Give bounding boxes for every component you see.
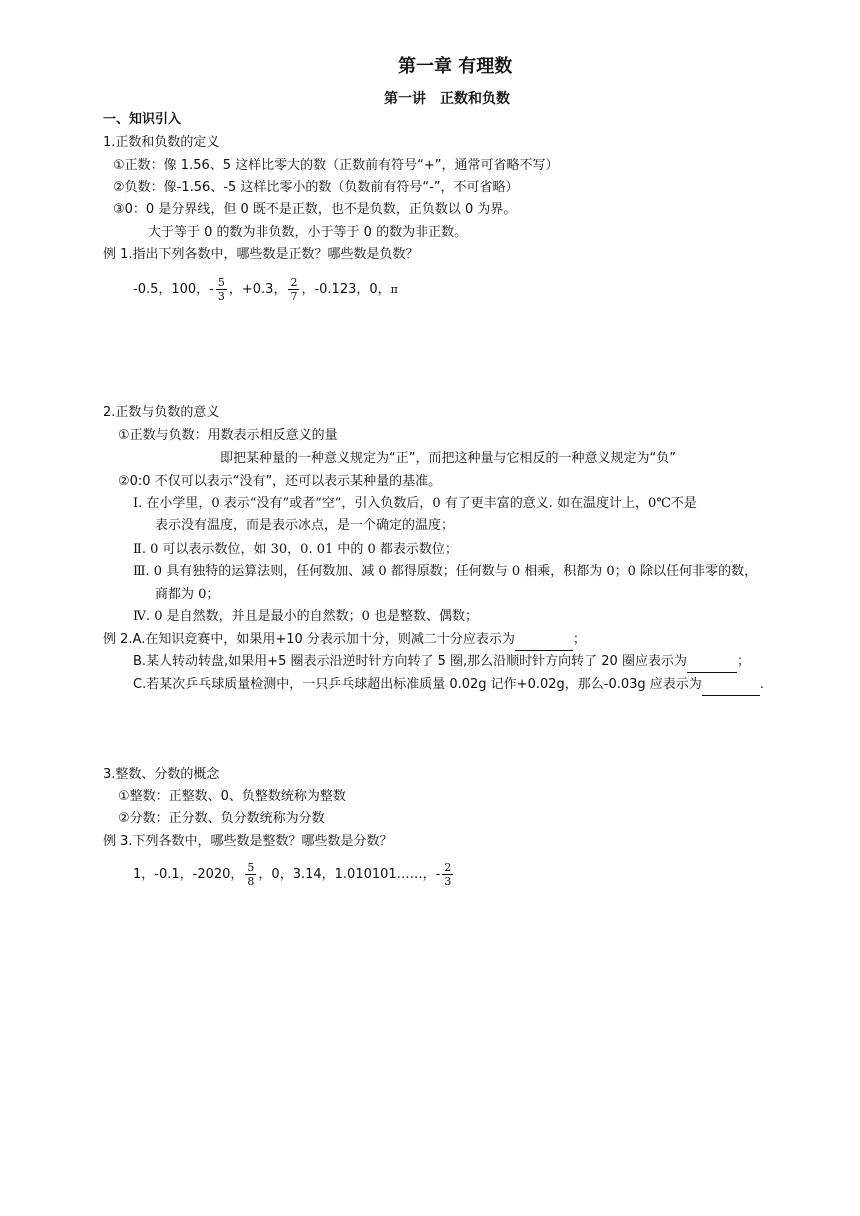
example-3-prompt: 例 3.下列各数中，哪些数是整数？哪些数是分数？ [103,834,393,849]
example-2a: 例 2.A.在知识竞赛中，如果用+10 分表示加十分，则减二十分应表示为 ； [103,630,586,651]
zero-item-3: Ⅲ. 0 具有独特的运算法则，任何数加、减 0 都得原数；任何数与 0 相乘，积都为 0；0 除以任何非零的数， [133,564,758,579]
answer-blank[interactable] [687,652,737,673]
example-1-number-list [133,271,398,309]
answer-blank[interactable] [515,630,573,651]
number-list-part: ，-0.123，0， [301,282,391,297]
number-list-part: ，+0.3， [228,282,287,297]
definition-fraction: ②分数：正分数、负分数统称为分数 [118,811,325,826]
fraction-five-eighths: $\frac{5}{8}$ [247,861,255,888]
chapter-title: 第一章 有理数 [398,56,513,77]
pi-symbol: π [390,283,398,296]
definition-negative: ②负数：像-1.56、-5 这样比零小的数（负数前有符号“-”，不可省略） [113,180,519,195]
definition-zero: ③0：0 是分界线，但 0 既不是正数，也不是负数，正负数以 0 为界。 [113,202,517,217]
section-heading: 一、知识引入 [103,112,182,127]
zero-item-1-cont: 表示没有温度，而是表示冰点，是一个确定的温度； [155,518,455,533]
example-2b: B.某人转动转盘,如果用+5 圈表示沿逆时针方向转了 5 圈,那么沿顺时针方向转了 20 圈应表示为 ； [133,652,750,673]
zero-item-3-cont: 商都为 0； [155,587,220,602]
example-3-number-list [133,856,455,894]
example-2c: C.若某次乒乓球质量检测中，一只乒乓球超出标准质量 0.02g 记作+0.02g，那么-0.03g 应表示为 . [133,675,764,696]
subsection-title-meaning: 2.正数与负数的意义 [103,405,220,420]
number-list-part: -0.5，100，- [133,282,214,297]
meaning-opposite-quantities: ①正数与负数：用数表示相反意义的量 [118,428,338,443]
fraction-two-thirds: $\frac{2}{3}$ [444,861,452,888]
zero-item-4: Ⅳ. 0 是自然数，并且是最小的自然数；0 也是整数、偶数； [133,609,479,624]
definition-integer: ①整数：正整数、0、负整数统称为整数 [118,789,346,804]
meaning-zero: ②0:0 不仅可以表示“没有”，还可以表示某种量的基准。 [118,474,442,489]
number-list-part: ，0，3.14，1.010101……，- [258,867,441,882]
meaning-opposite-quantities-cont: 即把某种量的一种意义规定为“正”，而把这种量与它相反的一种意义规定为“负” [220,451,676,466]
lesson-title: 第一讲 正数和负数 [384,91,510,107]
example-1-prompt: 例 1.指出下列各数中，哪些数是正数？哪些数是负数？ [103,247,419,262]
zero-item-1: Ⅰ. 在小学里，0 表示“没有”或者“空”，引入负数后，0 有了更丰富的意义. 如在温度计上，0℃不是 [133,496,697,511]
fraction-five-thirds: $\frac{5}{3}$ [217,276,225,303]
number-list-part: 1，-0.1，-2020， [133,867,244,882]
subsection-title-integers-fractions: 3.整数、分数的概念 [103,767,220,782]
fraction-two-sevenths: $\frac{2}{7}$ [290,276,298,303]
answer-blank[interactable] [702,675,760,696]
subsection-title-definitions: 1.正数和负数的定义 [103,135,220,150]
definition-nonnegative: 大于等于 0 的数为非负数，小于等于 0 的数为非正数。 [148,225,468,240]
zero-item-2: Ⅱ. 0 可以表示数位，如 30，0. 01 中的 0 都表示数位； [133,542,458,557]
definition-positive: ①正数：像 1.56、5 这样比零大的数（正数前有符号“+”，通常可省略不写） [113,158,559,173]
